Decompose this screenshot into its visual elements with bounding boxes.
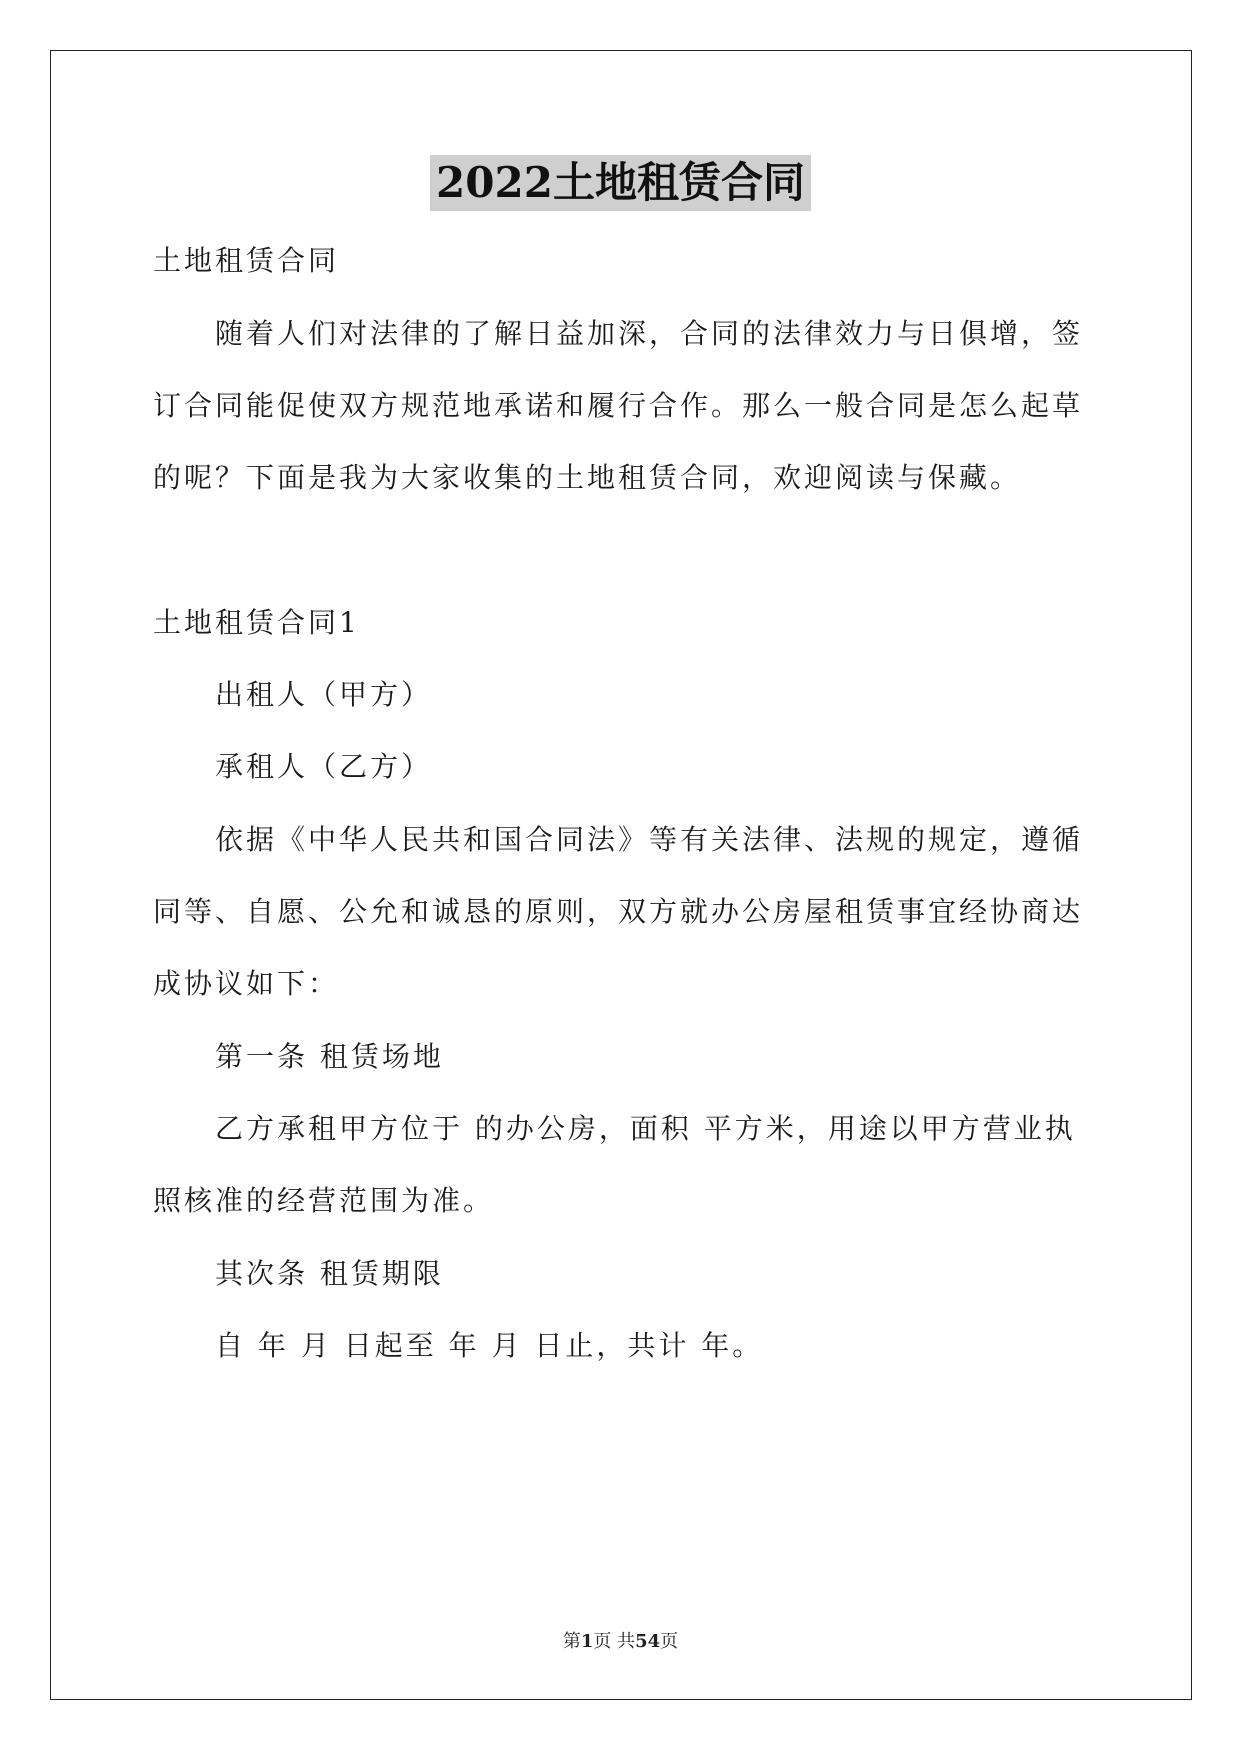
page-footer	[0, 1630, 1241, 1654]
paragraph-line: 出租人（甲方）	[215, 678, 433, 711]
paragraph-line: 同等、自愿、公允和诚恳的原则，双方就办公房屋租赁事宜经协商达	[153, 895, 1084, 928]
footer-suffix: 页	[660, 1631, 679, 1652]
section-heading: 土地租赁合同	[153, 244, 340, 277]
current-page-number: 1	[580, 1631, 594, 1652]
paragraph-line: 的呢？下面是我为大家收集的土地租赁合同，欢迎阅读与保藏。	[153, 461, 1022, 494]
footer-middle: 页 共	[593, 1631, 636, 1652]
paragraph-line: 承租人（乙方）	[215, 750, 433, 783]
paragraph-line: 照核准的经营范围为准。	[153, 1184, 495, 1217]
paragraph-line: 随着人们对法律的了解日益加深，合同的法律效力与日俱增，签	[215, 317, 1084, 350]
clause-heading: 第一条 租赁场地	[215, 1040, 444, 1073]
title-container	[0, 155, 1241, 211]
paragraph-line: 成协议如下：	[153, 967, 340, 1000]
page-border	[50, 50, 1192, 1700]
document-title: 2022土地租赁合同	[430, 155, 811, 211]
footer-prefix: 第	[562, 1631, 581, 1652]
paragraph-line: 依据《中华人民共和国合同法》等有关法律、法规的规定，遵循	[215, 823, 1084, 856]
total-pages-number: 54	[635, 1631, 661, 1652]
paragraph-line: 订合同能促使双方规范地承诺和履行合作。那么一般合同是怎么起草	[153, 389, 1084, 422]
paragraph-line: 自 年 月 日起至 年 月 日止，共计 年。	[215, 1329, 764, 1362]
section-heading: 土地租赁合同1	[153, 606, 360, 639]
clause-heading: 其次条 租赁期限	[215, 1257, 444, 1290]
paragraph-line: 乙方承租甲方位于 的办公房，面积 平方米，用途以甲方营业执	[215, 1112, 1076, 1145]
